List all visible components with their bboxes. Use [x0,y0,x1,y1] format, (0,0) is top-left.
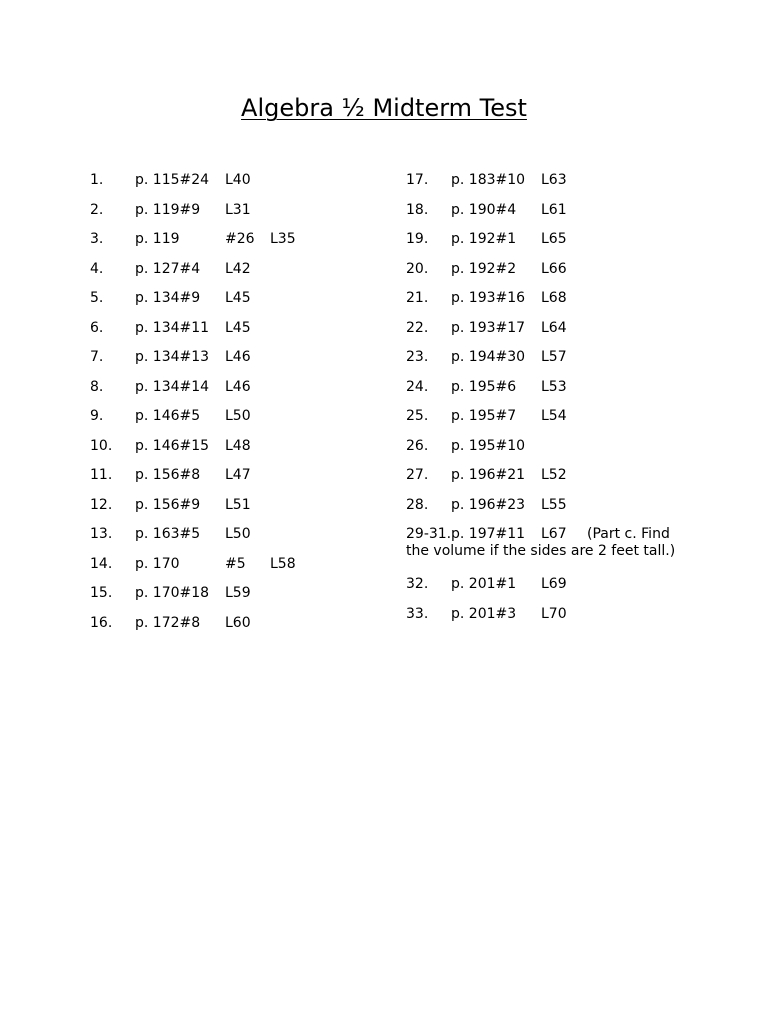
list-item [406,319,746,349]
list-item-with-note [406,525,746,575]
item-lesson: L50 [225,526,251,542]
item-page: p. 156#8 [135,467,201,483]
item-number: 8. [90,378,104,395]
item-page: p. 134#9 [135,290,201,306]
item-problem: #5 [225,555,246,572]
list-item [406,260,746,290]
item-page: p. 193#16 [451,290,526,306]
item-lesson: L58 [270,555,296,572]
item-note-continued: the volume if the sides are 2 feet tall.) [406,543,676,559]
item-page: p. 119#9 [135,201,201,218]
item-number: 26. [406,437,429,454]
item-lesson: L67 [541,526,567,542]
list-item [406,201,746,231]
list-item [90,496,430,526]
item-lesson: L47 [225,467,251,483]
list-item [406,289,746,319]
list-item [90,614,430,644]
item-page: p. 195#7 [451,408,517,424]
item-page: p. 201#3 [451,605,517,622]
item-lesson: L52 [541,467,567,483]
item-page: p. 195#6 [451,378,517,395]
item-lesson: L54 [541,408,567,424]
item-lesson: L63 [541,172,567,188]
item-page: p. 201#1 [451,576,517,592]
item-page: p. 146#5 [135,408,201,424]
item-page: p. 196#21 [451,467,526,483]
item-page: p. 172#8 [135,614,201,631]
item-lesson: L57 [541,349,567,365]
item-lesson: L60 [225,614,251,631]
item-lesson: L51 [225,496,251,513]
list-item [406,496,746,526]
list-item [90,289,430,319]
item-number: 12. [90,496,113,513]
list-item [406,437,746,467]
item-lesson: L46 [225,378,251,395]
list-item [90,201,430,231]
item-lesson: L31 [225,201,251,218]
item-number: 4. [90,260,104,277]
page-title: Algebra ½ Midterm Test [241,94,527,122]
item-page: p. 119 [135,231,180,247]
list-item [406,348,746,378]
list-item [90,230,430,260]
item-lesson: L59 [225,585,251,601]
item-lesson: L55 [541,496,567,513]
item-lesson: L42 [225,260,251,277]
list-item [90,525,430,555]
list-item [406,407,746,437]
problem-list-left [90,171,430,643]
item-lesson: L48 [225,437,251,454]
list-item [406,378,746,408]
item-number: 1. [90,172,104,188]
item-number: 10. [90,437,113,454]
item-lesson: L45 [225,319,251,336]
list-item [90,437,430,467]
item-lesson: L64 [541,319,567,336]
item-number: 14. [90,555,113,572]
item-number: 2. [90,201,104,218]
item-page: p. 146#15 [135,437,210,454]
list-item [90,171,430,201]
item-number: 3. [90,231,104,247]
item-lesson: L65 [541,231,567,247]
item-page: p. 192#2 [451,260,517,277]
item-lesson: L68 [541,290,567,306]
list-item [90,555,430,585]
item-page: p. 156#9 [135,496,201,513]
item-number: 13. [90,526,113,542]
item-page: p. 134#14 [135,378,210,395]
item-page: p. 127#4 [135,260,201,277]
item-lesson: L66 [541,260,567,277]
item-number: 16. [90,614,113,631]
item-page: p. 193#17 [451,319,526,336]
list-item [90,407,430,437]
item-number: 29-31. [406,526,452,542]
item-number: 32. [406,576,429,592]
item-number: 22. [406,319,429,336]
item-page: p. 192#1 [451,231,517,247]
list-item [406,605,746,635]
item-lesson: L50 [225,408,251,424]
item-lesson: L45 [225,290,251,306]
problem-list-right [406,171,746,634]
list-item [90,584,430,614]
item-problem: #26 [225,231,255,247]
item-number: 15. [90,585,113,601]
list-item [90,378,430,408]
list-item [90,348,430,378]
list-item [406,171,746,201]
item-number: 25. [406,408,429,424]
item-lesson: L40 [225,172,251,188]
item-lesson: L69 [541,576,567,592]
item-page: p. 163#5 [135,526,201,542]
item-page: p. 170 [135,555,180,572]
item-note-start: (Part c. Find [587,526,670,542]
list-item [406,575,746,605]
list-item [90,466,430,496]
item-number: 6. [90,319,104,336]
item-number: 11. [90,467,113,483]
item-number: 21. [406,290,429,306]
item-page: p. 194#30 [451,349,526,365]
item-page: p. 196#23 [451,496,526,513]
list-item [406,230,746,260]
list-item [406,466,746,496]
item-lesson: L46 [225,349,251,365]
item-lesson: L53 [541,378,567,395]
list-item [90,319,430,349]
item-number: 17. [406,172,429,188]
item-number: 7. [90,349,104,365]
item-page: p. 190#4 [451,201,517,218]
item-number: 9. [90,408,104,424]
item-number: 5. [90,290,104,306]
item-lesson: L70 [541,605,567,622]
item-number: 28. [406,496,429,513]
item-number: 20. [406,260,429,277]
item-page: p. 134#11 [135,319,210,336]
list-item [90,260,430,290]
item-page: p. 183#10 [451,172,526,188]
item-page: p. 197#11 [451,526,526,542]
item-page: p. 170#18 [135,585,210,601]
item-lesson: L35 [270,231,296,247]
item-page: p. 195#10 [451,437,526,454]
item-number: 23. [406,349,429,365]
item-number: 19. [406,231,429,247]
item-number: 27. [406,467,429,483]
item-page: p. 115#24 [135,172,210,188]
item-number: 24. [406,378,429,395]
item-number: 18. [406,201,429,218]
item-page: p. 134#13 [135,349,210,365]
item-lesson: L61 [541,201,567,218]
item-number: 33. [406,605,429,622]
